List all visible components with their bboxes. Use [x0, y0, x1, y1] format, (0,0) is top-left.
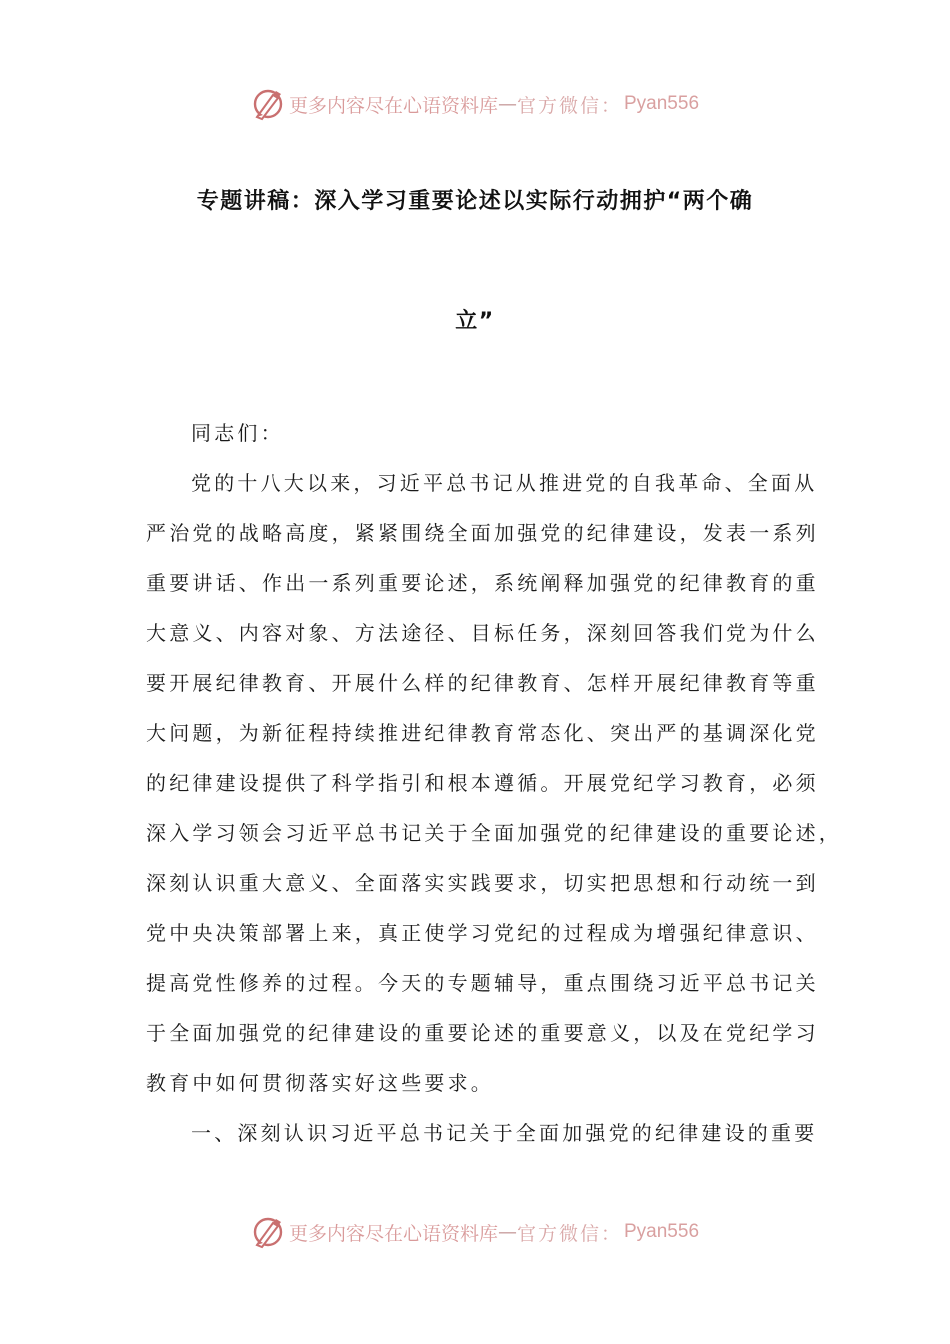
section-heading-1: 一、深刻认识习近平总书记关于全面加强党的纪律建设的重要 [191, 1121, 818, 1145]
pen-logo-icon [251, 1215, 285, 1249]
watermark-separator: — [497, 93, 517, 115]
watermark-brand-text: 更多内容尽在心语资料库 [288, 94, 498, 117]
body-line: 重要讲话、作出一系列重要论述，系统阐释加强党的纪律教育的重 [146, 571, 819, 595]
document-title-line-2: 立” [455, 309, 495, 334]
body-line: 大意义、内容对象、方法途径、目标任务，深刻回答我们党为什么 [146, 621, 819, 645]
body-line: 要开展纪律教育、开展什么样的纪律教育、怎样开展纪律教育等重 [146, 671, 819, 695]
footer-watermark [0, 1212, 950, 1252]
body-line: 教育中如何贯彻落实好这些要求。 [146, 1071, 494, 1095]
watermark-contact-label: 官方微信： [516, 1222, 622, 1245]
watermark-separator: — [497, 1221, 517, 1243]
body-line: 党中央决策部署上来，真正使学习党纪的过程成为增强纪律意识、 [146, 921, 819, 945]
pen-logo-icon [251, 87, 285, 121]
salutation: 同志们： [191, 421, 284, 445]
body-line: 严治党的战略高度，紧紧围绕全面加强党的纪律建设，发表一系列 [146, 521, 819, 545]
body-line: 党的十八大以来，习近平总书记从推进党的自我革命、全面从 [191, 471, 818, 495]
body-line: 于全面加强党的纪律建设的重要论述的重要意义，以及在党纪学习 [146, 1021, 819, 1045]
watermark-contact-label: 官方微信： [516, 94, 622, 117]
watermark-contact-id: Pyan556 [624, 93, 700, 114]
body-line: 深入学习领会习近平总书记关于全面加强党的纪律建设的重要论述， [146, 821, 842, 845]
watermark-contact-id: Pyan556 [624, 1221, 700, 1242]
body-line: 大问题，为新征程持续推进纪律教育常态化、突出严的基调深化党 [146, 721, 819, 745]
header-watermark [0, 84, 950, 124]
body-line: 提高党性修养的过程。今天的专题辅导，重点围绕习近平总书记关 [146, 971, 819, 995]
document-body [146, 408, 842, 1158]
document-title-line-1: 专题讲稿：深入学习重要论述以实际行动拥护“两个确 [196, 189, 754, 214]
watermark-brand-text: 更多内容尽在心语资料库 [288, 1222, 498, 1245]
body-line: 的纪律建设提供了科学指引和根本遵循。开展党纪学习教育，必须 [146, 771, 819, 795]
body-line: 深刻认识重大意义、全面落实实践要求，切实把思想和行动统一到 [146, 871, 819, 895]
